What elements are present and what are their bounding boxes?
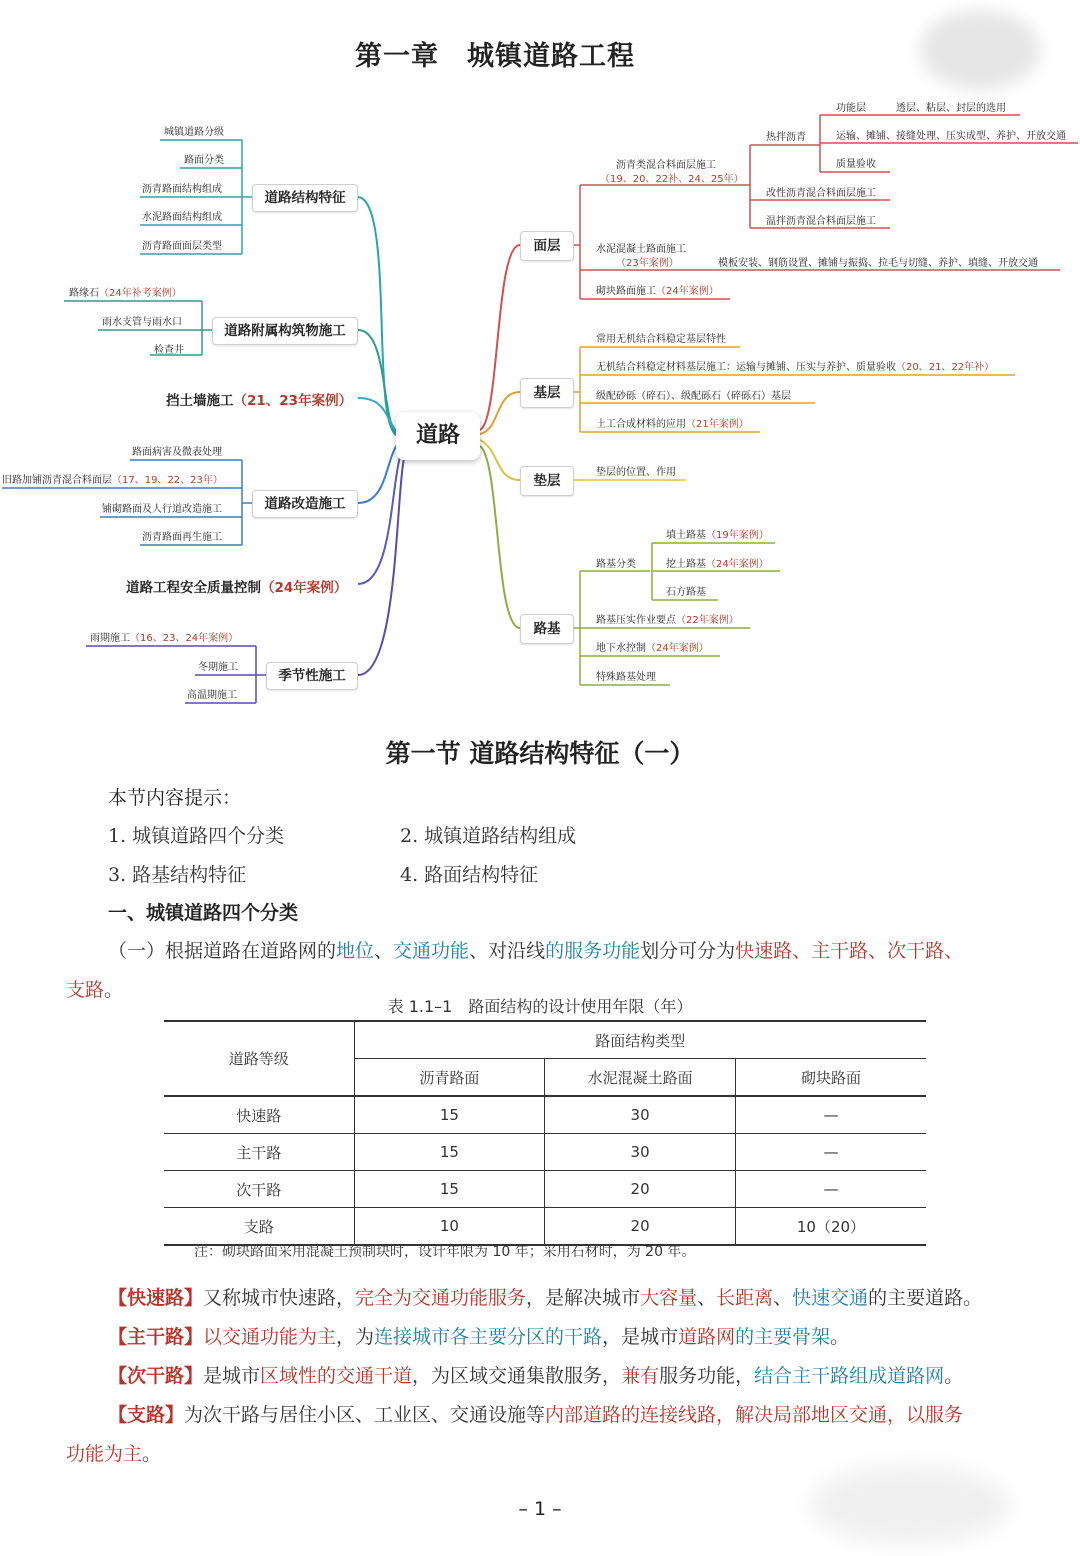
node-subgrade: 路基	[520, 614, 574, 644]
para-classification: （一）根据道路在道路网的地位、交通功能、对沿线的服务功能划分可分为快速路、主干路、次干路、	[108, 940, 964, 962]
node-seasonal: 季节性施工	[266, 662, 358, 690]
header-block: 砌块路面	[800, 1068, 861, 1087]
def-trunk-road: 【主干路】以交通功能为主，为连接城市各主要分区的干路，是城市道路网的主要骨架。	[108, 1326, 850, 1348]
leaf-base-properties: 常用无机结合料稳定基层特性	[596, 334, 726, 345]
cell-asphalt: 15	[354, 1171, 545, 1208]
cell-level: 次干路	[164, 1171, 354, 1208]
leaf-concrete-steps: 模板安装、钢筋设置、摊铺与振捣、拉毛与切缝、养护、填缝、开放交通	[718, 258, 1038, 269]
leaf-fill-subgrade: 填土路基（19年案例）	[666, 530, 769, 541]
table-header-row	[164, 1021, 926, 1059]
cell-concrete: 20	[545, 1208, 736, 1246]
leaf-subgrade-classify: 路基分类	[596, 559, 636, 570]
leaf-cement-structure: 水泥路面结构组成	[142, 212, 222, 223]
leaf-hot-weather: 高温期施工	[187, 690, 237, 701]
leaf-functional-layer: 功能层	[836, 103, 866, 114]
design-life-table	[164, 1020, 926, 1246]
leaf-winter: 冬期施工	[198, 662, 238, 673]
leaf-special-subgrade: 特殊路基处理	[596, 672, 656, 683]
cell-block: —	[823, 1143, 839, 1161]
hint-title: 本节内容提示：	[108, 787, 242, 809]
cell-level: 快速路	[164, 1096, 354, 1134]
table-row	[164, 1096, 926, 1134]
header-pavement-type: 路面结构类型	[354, 1021, 926, 1059]
leaf-graded-gravel: 级配砂砾（碎石）、级配砾石（碎砾石）基层	[596, 391, 791, 402]
node-cushion-layer: 垫层	[520, 466, 574, 496]
table-row	[164, 1208, 926, 1246]
leaf-pavement-types: 路面分类	[184, 155, 224, 166]
para-classification-cont: 支路。	[66, 979, 124, 1001]
leaf-modified-asphalt: 改性沥青混合料面层施工	[766, 188, 876, 199]
leaf-road-grading: 城镇道路分级	[164, 127, 224, 138]
leaf-rainy-season: 雨期施工（16、23、24年案例）	[90, 633, 239, 644]
cell-asphalt: 15	[354, 1096, 545, 1134]
heading-four-classes: 一、城镇道路四个分类	[108, 902, 299, 924]
leaf-cushion-role: 垫层的位置、作用	[596, 467, 676, 478]
table-row	[164, 1134, 926, 1171]
header-asphalt: 沥青路面	[354, 1059, 545, 1097]
cell-block: —	[823, 1106, 839, 1124]
cell-block: 10（20）	[796, 1217, 866, 1236]
leaf-asphalt-structure: 沥青路面结构组成	[142, 184, 222, 195]
table-caption: 表 1.1–1 路面结构的设计使用年限（年）	[387, 997, 693, 1016]
leaf-paver-renovation: 铺砌路面及人行道改造施工	[102, 504, 222, 515]
leaf-curb: 路缘石（24年补考案例）	[69, 288, 182, 299]
leaf-groundwater: 地下水控制（24年案例）	[596, 643, 709, 654]
node-renovation: 道路改造施工	[252, 490, 358, 518]
leaf-distress: 路面病害及微表处理	[132, 447, 222, 458]
leaf-geosynthetics: 土工合成材料的应用（21年案例）	[596, 419, 749, 430]
leaf-hot-mix-steps: 运输、摊铺、接缝处理、压实成型、养护、开放交通	[836, 131, 1066, 142]
node-surface-layer: 面层	[520, 231, 574, 261]
hint-item-4: 4. 路面结构特征	[400, 864, 539, 886]
leaf-cut-subgrade: 挖土路基（24年案例）	[666, 559, 769, 570]
table-note: 注：砌块路面采用混凝土预制块时，设计年限为 10 年；采用石材时，为 20 年。	[194, 1244, 696, 1260]
cell-concrete: 30	[545, 1096, 736, 1134]
node-safety-quality: 道路工程安全质量控制（24年案例）	[126, 580, 348, 596]
leaf-recycling: 沥青路面再生施工	[142, 532, 222, 543]
leaf-hot-mix: 热拌沥青	[766, 132, 806, 143]
node-road-structure: 道路结构特征	[252, 184, 358, 212]
leaf-asphalt-surface-types: 沥青路面面层类型	[142, 241, 222, 252]
leaf-base-construction: 无机结合料稳定材料基层施工：运输与摊铺、压实与养护、质量验收（20、21、22年补）	[596, 362, 995, 373]
hint-item-1: 1. 城镇道路四个分类	[108, 825, 285, 847]
leaf-concrete-pavement: 水泥混凝土路面施工	[596, 244, 686, 255]
cell-level: 支路	[164, 1208, 354, 1246]
leaf-rock-subgrade: 石方路基	[666, 587, 706, 598]
section-title: 第一节 道路结构特征（一）	[385, 739, 695, 768]
cell-concrete: 20	[545, 1171, 736, 1208]
cell-level: 主干路	[164, 1134, 354, 1171]
def-branch-road-cont: 功能为主。	[66, 1443, 162, 1465]
def-expressway: 【快速路】又称城市快速路，完全为交通功能服务，是解决城市大容量、长距离、快速交通的主要道路。	[108, 1287, 983, 1309]
cell-concrete: 30	[545, 1134, 736, 1171]
leaf-quality-acceptance: 质量验收	[836, 159, 876, 170]
node-ancillary: 道路附属构筑物施工	[212, 317, 358, 345]
cell-asphalt: 10	[354, 1208, 545, 1246]
chapter-title: 第一章 城镇道路工程	[355, 41, 635, 72]
leaf-functional-layer-detail: 透层、粘层、封层的选用	[896, 103, 1006, 114]
def-secondary-road: 【次干路】是城市区域性的交通干道，为区域交通集散服务，兼有服务功能，结合主干路组成道路网。	[108, 1365, 964, 1387]
header-concrete: 水泥混凝土路面	[545, 1059, 736, 1097]
header-road-level: 道路等级	[164, 1021, 354, 1096]
cell-block: —	[823, 1180, 839, 1198]
leaf-compaction: 路基压实作业要点（22年案例）	[596, 615, 739, 626]
table-row	[164, 1171, 926, 1208]
mindmap-center-node: 道路	[396, 412, 480, 460]
hint-item-3: 3. 路基结构特征	[108, 864, 247, 886]
leaf-block-pavement: 砌块路面施工（24年案例）	[596, 286, 719, 297]
page-number: – 1 –	[518, 1498, 562, 1520]
leaf-overlay: 旧路加铺沥青混合料面层（17、19、22、23年）	[2, 475, 223, 486]
def-branch-road: 【支路】为次干路与居住小区、工业区、交通设施等内部道路的连接线路，解决局部地区交通，以服务	[108, 1404, 964, 1426]
node-retaining-wall: 挡土墙施工（21、23年案例）	[166, 393, 353, 409]
leaf-concrete-note: （23年案例）	[616, 258, 679, 269]
leaf-manhole: 检查井	[154, 345, 184, 356]
leaf-rain-inlet: 雨水支管与雨水口	[102, 317, 182, 328]
hint-item-2: 2. 城镇道路结构组成	[400, 825, 577, 847]
node-base-layer: 基层	[520, 378, 574, 408]
cell-asphalt: 15	[354, 1134, 545, 1171]
leaf-asphalt-mix: 沥青类混合料面层施工	[616, 160, 716, 171]
leaf-warm-mix: 温拌沥青混合料面层施工	[766, 216, 876, 227]
leaf-asphalt-mix-note: （19、20、22补、24、25年）	[600, 174, 744, 185]
